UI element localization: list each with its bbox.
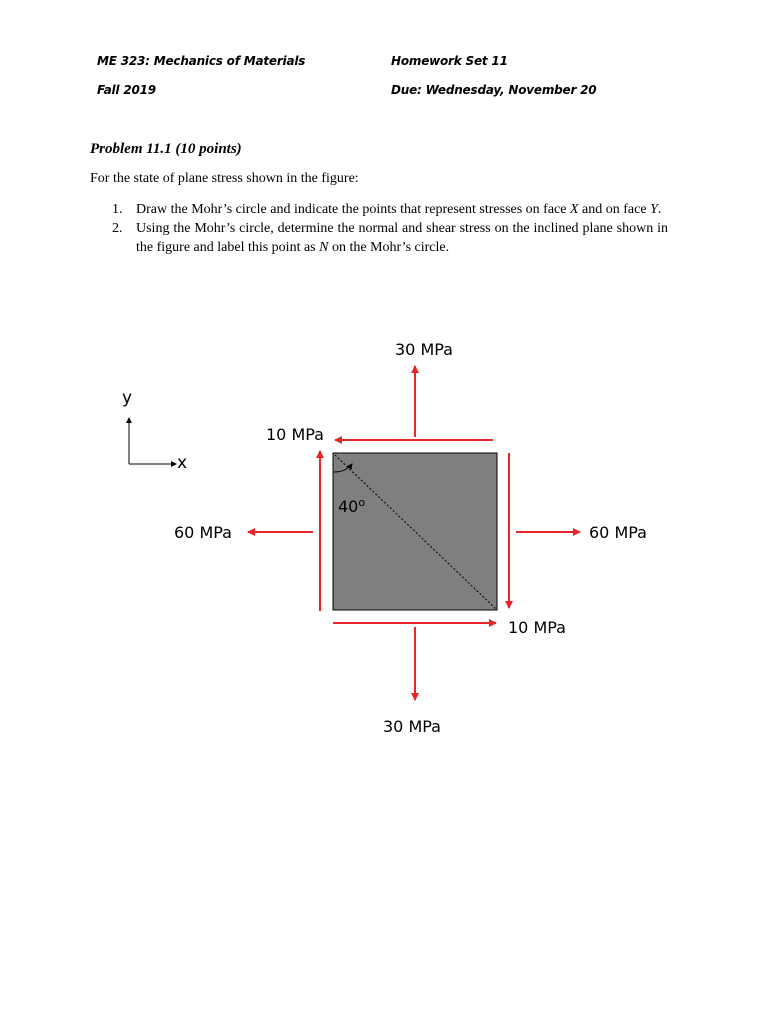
problem-intro: For the state of plane stress shown in the figure: [90,171,359,186]
top-normal-stress-label: 30 MPa [395,340,453,359]
due-date: Due: Wednesday, November 20 [391,83,597,97]
course-title: ME 323: Mechanics of Materials [97,54,306,68]
angle-degree-symbol: o [358,496,366,509]
task-list [90,200,668,257]
right-normal-stress-label: 60 MPa [589,523,647,542]
coordinate-axes [122,388,187,473]
angle-value: 40 [338,497,359,516]
task-number: 1. [112,202,123,217]
term: Fall 2019 [97,83,156,97]
task-text: Draw the Mohr’s circle and indicate the points that represent stresses on face X and on face Y. [136,202,662,217]
task-number: 2. [112,221,123,236]
top-shear-stress-label: 10 MPa [266,425,324,444]
task-item [90,219,668,257]
x-axis-label: x [177,453,188,473]
bottom-shear-stress-label: 10 MPa [508,618,566,637]
task-item [90,200,668,219]
homework-set: Homework Set 11 [391,54,508,68]
problem-title: Problem 11.1 (10 points) [90,141,242,157]
stress-element-figure [0,300,768,760]
left-normal-stress-label: 60 MPa [174,523,232,542]
bottom-normal-stress-label: 30 MPa [383,717,441,736]
y-axis-label: y [122,388,133,408]
task-text: Using the Mohr’s circle, determine the normal and shear stress on the inclined plane shown in the figure and label this point as N on the Mohr’s circle. [136,221,668,255]
stress-element [333,453,497,610]
